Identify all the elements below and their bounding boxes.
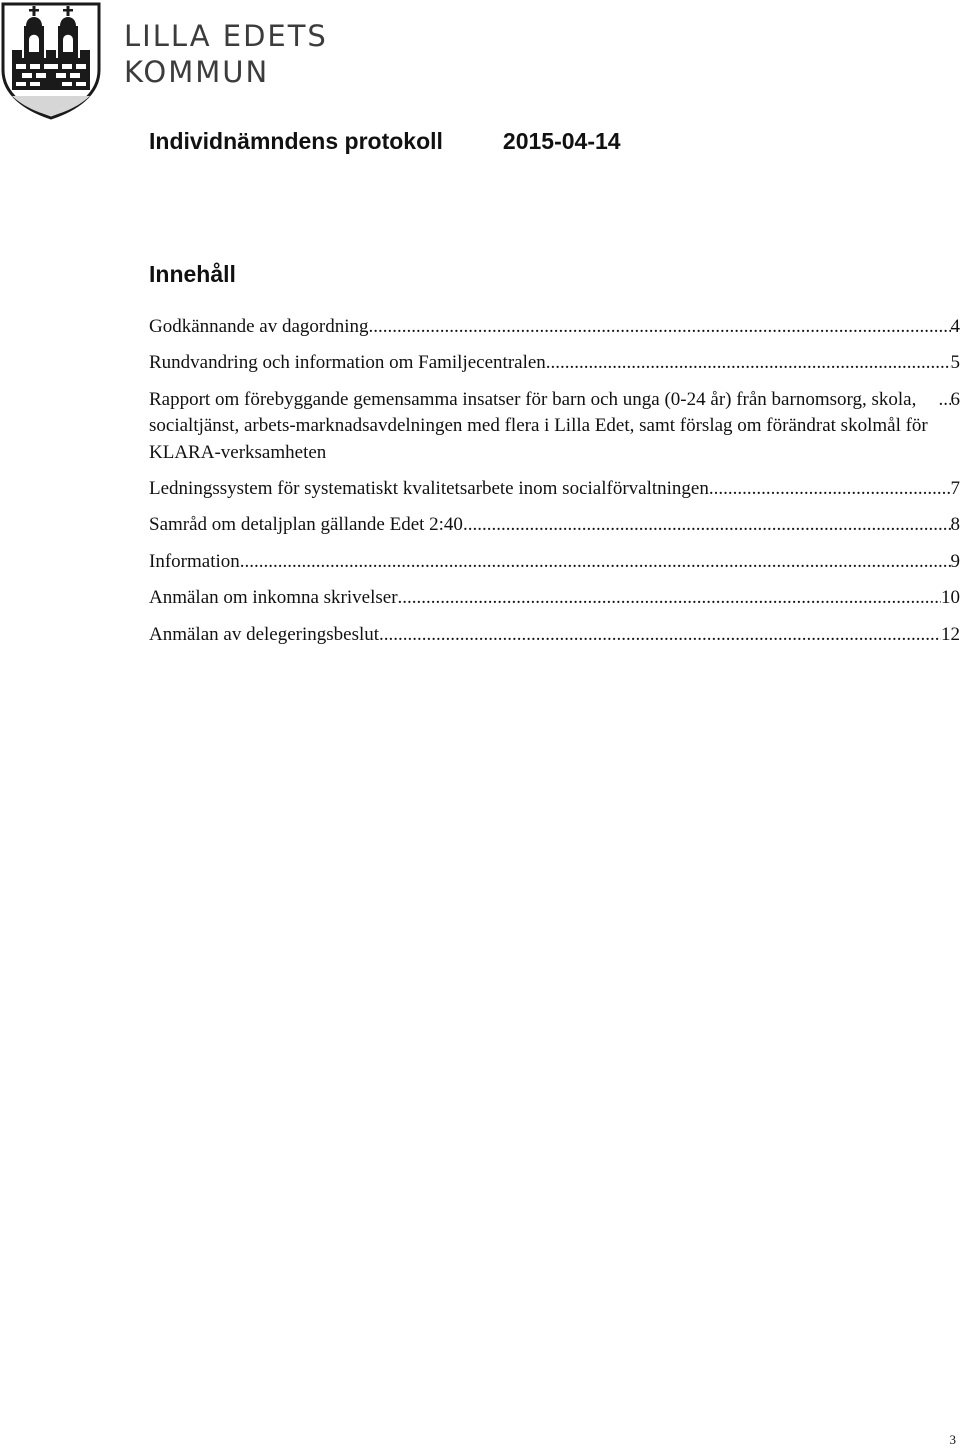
toc-page-number: 10: [941, 587, 960, 609]
toc-item[interactable]: [149, 387, 960, 466]
toc-page-number: 9: [950, 550, 960, 572]
toc-dot-leader: [546, 350, 951, 376]
toc-item[interactable]: [149, 350, 960, 376]
toc-item-text: Rundvandring och information om Familjecentralen: [149, 352, 546, 374]
toc-dot-leader: [463, 512, 951, 538]
toc-dot-leader: [369, 314, 951, 340]
toc-page-number: 5: [950, 352, 960, 374]
toc-dot-leader: [709, 476, 951, 502]
logo-text-line2: KOMMUN: [124, 55, 270, 89]
toc-dot-leader: [398, 585, 941, 611]
toc-dot-leader: [379, 622, 941, 648]
toc-item[interactable]: [149, 476, 960, 502]
coat-of-arms-icon: [0, 0, 102, 120]
toc-page-number: 7: [950, 478, 960, 500]
logo-wordmark: [124, 18, 328, 90]
toc-item-text: Ledningssystem för systematiskt kvalitetsarbete inom socialförvaltningen: [149, 478, 709, 500]
municipality-logo: [0, 0, 328, 120]
toc-item-text: Godkännande av dagordning: [149, 316, 369, 337]
toc-item-text: Anmälan av delegeringsbeslut: [149, 623, 380, 645]
toc-item-text: Samråd om detaljplan gällande Edet 2:40: [149, 514, 463, 536]
toc-item[interactable]: [149, 585, 960, 611]
logo-text-line1: LILLA EDETS: [124, 19, 328, 53]
toc-page-number: 6: [950, 388, 960, 410]
toc-item[interactable]: [149, 512, 960, 538]
toc-page-number: 8: [950, 514, 960, 536]
toc-dot-leader: [240, 549, 951, 575]
document-title: [149, 124, 621, 158]
toc-heading: Innehåll: [149, 261, 236, 287]
table-of-contents: [149, 314, 960, 658]
toc-page-number: 4: [950, 316, 960, 337]
page-number: 3: [949, 1432, 956, 1447]
meeting-date: 2015-04-14: [502, 128, 621, 154]
title-text: Individnämndens protokoll: [149, 128, 443, 154]
toc-item[interactable]: [149, 314, 960, 340]
toc-item[interactable]: [149, 622, 960, 648]
toc-item-text: Anmälan om inkomna skrivelser: [149, 587, 398, 609]
toc-dot-leader: [939, 387, 951, 413]
toc-item[interactable]: [149, 549, 960, 575]
toc-item-text: Information: [149, 550, 240, 572]
toc-item-text: Rapport om förebyggande gemensamma insatser för barn och unga (0-24 år) från barnomsorg, skola, socialtjänst, arbets-marknadsavdelningen med flera i Lilla Edet, samt förslag om förändrat skolmål för KLARA-verksamheten: [149, 388, 928, 463]
toc-page-number: 12: [941, 623, 960, 645]
